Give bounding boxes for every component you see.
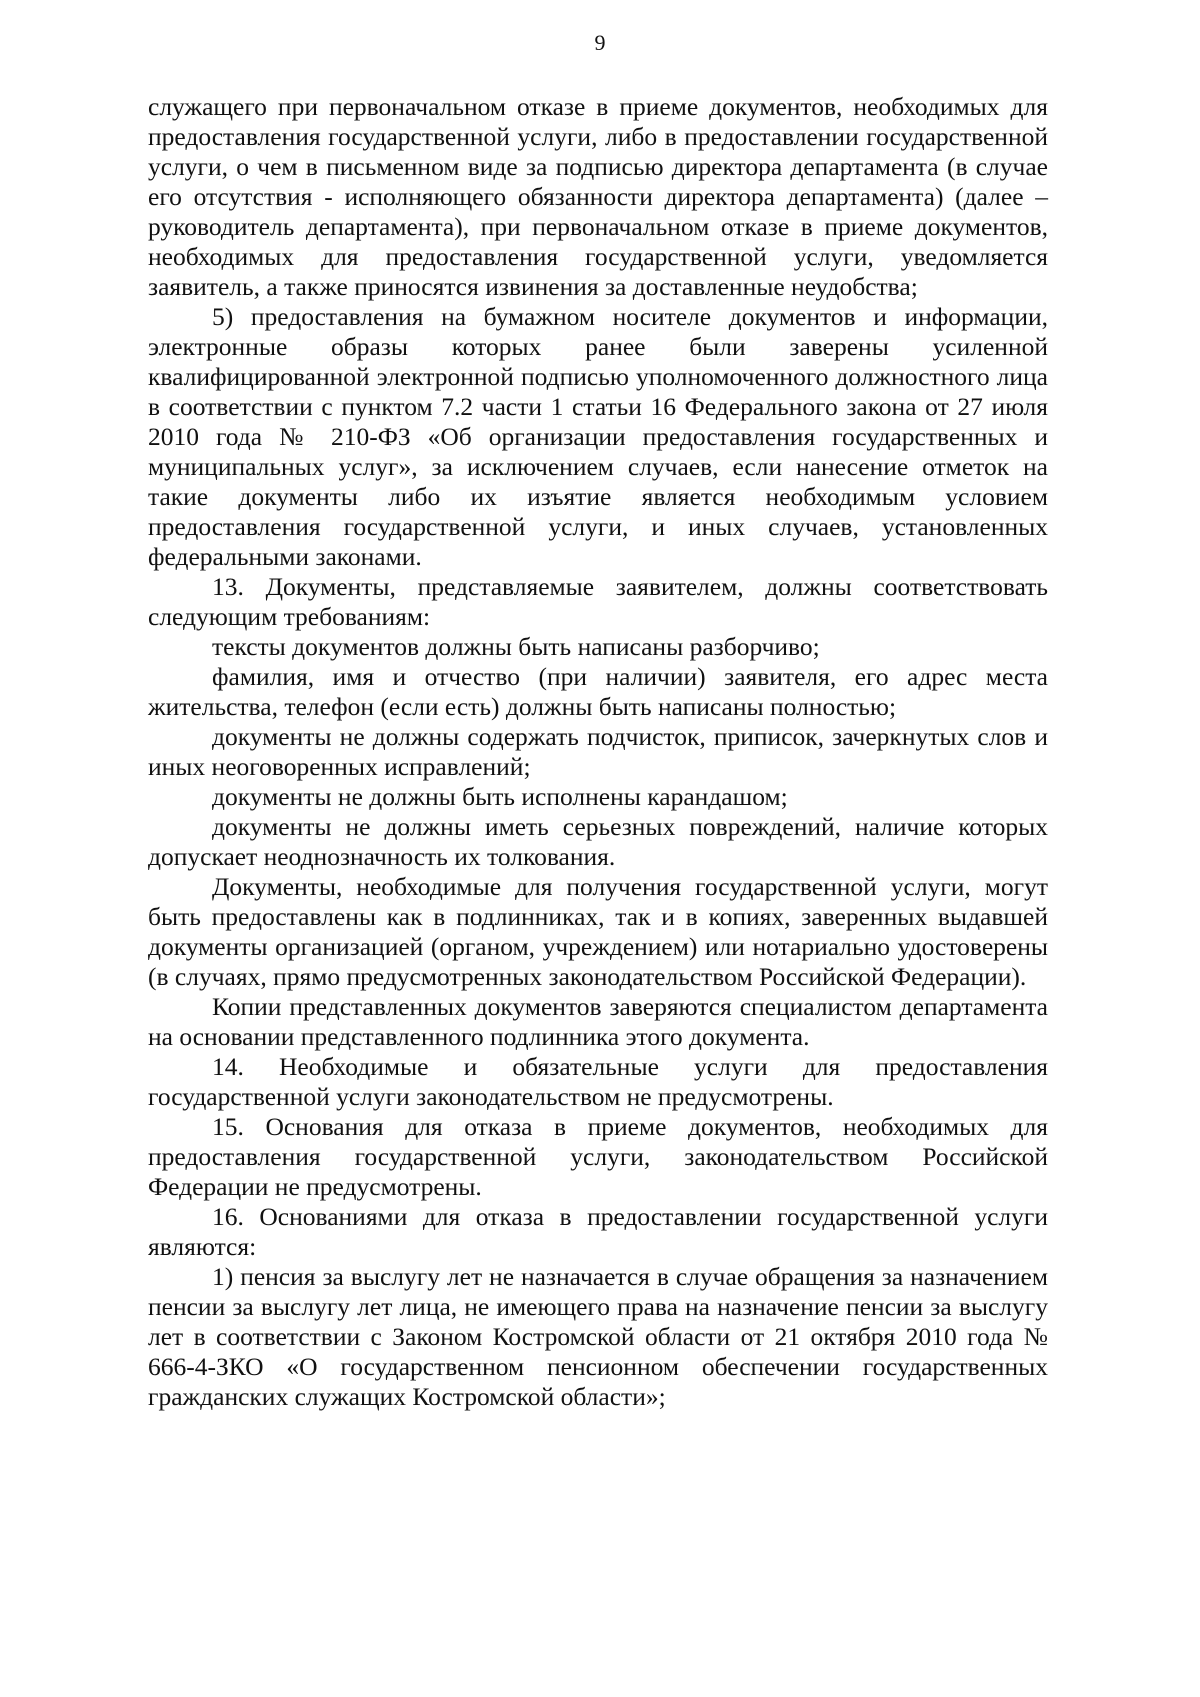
paragraph: тексты документов должны быть написаны разборчиво; <box>212 632 820 661</box>
page-number: 9 <box>594 30 606 55</box>
paragraph: документы не должны иметь серьезных повреждений, наличие которых допускает неоднозначность их толкования. <box>148 812 1048 871</box>
paragraph: документы не должны быть исполнены карандашом; <box>212 782 788 811</box>
paragraph: 13. Документы, представляемые заявителем, должны соответствовать следующим требованиям: <box>148 572 1048 631</box>
paragraph: 5) предоставления на бумажном носителе документов и информации, электронные образы которых ранее были заверены усиленной квалифицированной электронной подписью уполномоченного должностного лица в соответствии с пунктом 7.2 части 1 статьи 16 Федерального закона от 27 июля 2010 года № 210-ФЗ «Об организации предоставления государственных и муниципальных услуг», за исключением случаев, если нанесение отметок на такие документы либо их изъятие является необходимым условием предоставления государственной услуги, и иных случаев, установленных федеральными законами. <box>148 302 1048 571</box>
paragraph: Копии представленных документов заверяются специалистом департамента на основании представленного подлинника этого документа. <box>148 992 1048 1051</box>
paragraph: 1) пенсия за выслугу лет не назначается в случае обращения за назначением пенсии за выслугу лет лица, не имеющего права на назначение пенсии за выслугу лет в соответствии с Законом Костромской области от 21 октября 2010 года № 666-4-ЗКО «О государственном пенсионном обеспечении государственных гражданских служащих Костромской области»; <box>148 1262 1048 1411</box>
paragraph: фамилия, имя и отчество (при наличии) заявителя, его адрес места жительства, телефон (если есть) должны быть написаны полностью; <box>148 662 1048 721</box>
paragraph: 15. Основания для отказа в приеме документов, необходимых для предоставления государственной услуги, законодательством Российской Федерации не предусмотрены. <box>148 1112 1048 1201</box>
document-body <box>148 92 1048 1412</box>
paragraph: Документы, необходимые для получения государственной услуги, могут быть предоставлены как в подлинниках, так и в копиях, заверенных выдавшей документы организацией (органом, учреждением) или нотариально удостоверены (в случаях, прямо предусмотренных законодательством Российской Федерации). <box>148 872 1048 991</box>
paragraph: 16. Основаниями для отказа в предоставлении государственной услуги являются: <box>148 1202 1048 1261</box>
paragraph: 14. Необходимые и обязательные услуги для предоставления государственной услуги законодательством не предусмотрены. <box>148 1052 1048 1111</box>
paragraph: служащего при первоначальном отказе в приеме документов, необходимых для предоставления государственной услуги, либо в предоставлении государственной услуги, о чем в письменном виде за подписью директора департамента (в случае его отсутствия - исполняющего обязанности директора департамента) (далее – руководитель департамента), при первоначальном отказе в приеме документов, необходимых для предоставления государственной услуги, уведомляется заявитель, а также приносятся извинения за доставленные неудобства; <box>148 92 1048 301</box>
paragraph: документы не должны содержать подчисток, приписок, зачеркнутых слов и иных неоговоренных исправлений; <box>148 722 1048 781</box>
